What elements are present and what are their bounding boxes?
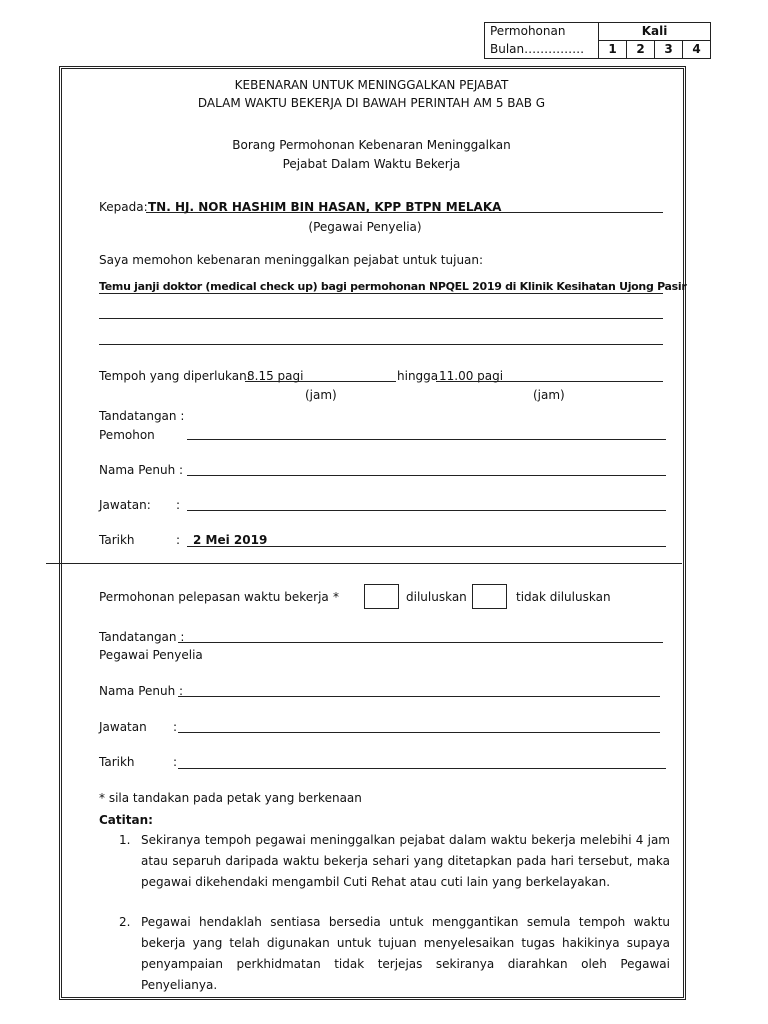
penyelia-tandatangan-sub: Pegawai Penyelia <box>99 648 203 662</box>
tempoh-to-value[interactable]: 11.00 pagi <box>439 369 504 383</box>
application-count-table <box>484 22 711 59</box>
form-title-line1: KEBENARAN UNTUK MENINGGALKAN PEJABAT <box>234 78 509 92</box>
kelulusan-asterisk: * <box>333 590 339 604</box>
bulan-label: Bulan…………… <box>485 41 599 59</box>
section-divider <box>46 563 682 564</box>
pemohon-signature-line[interactable] <box>187 439 666 440</box>
tujuan-label: Saya memohon kebenaran meninggalkan pejabat untuk tujuan: <box>99 253 484 267</box>
pemohon-tarikh-label: Tarikh <box>99 533 135 547</box>
penyelia-tarikh-line[interactable] <box>178 768 666 769</box>
penyelia-signature-line[interactable] <box>178 642 663 643</box>
diluluskan-label: diluluskan <box>406 590 467 604</box>
pemohon-tarikh-value[interactable]: 2 Mei 2019 <box>193 533 268 547</box>
pemohon-nama-label: Nama Penuh : <box>99 463 184 477</box>
kali-number[interactable]: 1 <box>599 41 627 59</box>
penyelia-jawatan-line[interactable] <box>178 732 660 733</box>
kali-number[interactable]: 4 <box>683 41 711 59</box>
tempoh-label: Tempoh yang diperlukan: <box>99 369 251 383</box>
kepada-value[interactable]: TN. HJ. NOR HASHIM BIN HASAN, KPP BTPN MELAKA <box>148 200 502 214</box>
tujuan-value[interactable]: Temu janji doktor (medical check up) bagi permohonan NPQEL 2019 di Klinik Kesihatan Ujong Pasir <box>99 280 687 293</box>
catitan-label: Catitan: <box>99 813 153 827</box>
kali-number[interactable]: 3 <box>655 41 683 59</box>
tidak-diluluskan-checkbox[interactable] <box>472 584 507 609</box>
penyelia-jawatan-colon: : <box>173 720 178 734</box>
tempoh-from-underline <box>245 381 396 382</box>
note-text: Sekiranya tempoh pegawai meninggalkan pejabat dalam waktu bekerja melebihi 4 jam atau separuh daripada waktu bekerja sehari yang ditetapkan pada hari tersebut, maka pegawai dikehendaki mengambil Cuti Rehat atau cuti lain yang berkelayakan. <box>141 833 670 889</box>
pemohon-jawatan-colon: : <box>176 498 181 512</box>
kali-number[interactable]: 2 <box>627 41 655 59</box>
form-subtitle-line2: Pejabat Dalam Waktu Bekerja <box>282 157 461 171</box>
pemohon-tandatangan-sub: Pemohon <box>99 428 155 442</box>
tempoh-to-underline <box>436 381 663 382</box>
pemohon-jawatan-line[interactable] <box>187 510 666 511</box>
pemohon-tarikh-colon: : <box>176 533 181 547</box>
permohonan-label: Permohonan <box>485 23 599 41</box>
tempoh-from-value[interactable]: 8.15 pagi <box>247 369 304 383</box>
tempoh-to-unit: (jam) <box>533 388 565 402</box>
penyelia-jawatan-label: Jawatan <box>99 720 147 734</box>
kelulusan-label: Permohonan pelepasan waktu bekerja <box>99 590 329 604</box>
tempoh-from-unit: (jam) <box>305 388 337 402</box>
kepada-label: Kepada: <box>99 200 148 214</box>
note-text: Pegawai hendaklah sentiasa bersedia untuk menggantikan semula tempoh waktu bekerja yang telah digunakan untuk tujuan menyelesaikan tugas hakikinya supaya penyampaian perkhidmatan tidak terjejas sekiranya diarahkan oleh Pegawai Penyelianya. <box>141 915 670 992</box>
pemohon-tarikh-line <box>187 546 666 547</box>
tempoh-to-label: hingga <box>397 369 439 383</box>
penyelia-nama-line[interactable] <box>178 696 660 697</box>
pemohon-nama-line[interactable] <box>187 475 666 476</box>
diluluskan-checkbox[interactable] <box>364 584 399 609</box>
form-title-line2: DALAM WAKTU BEKERJA DI BAWAH PERINTAH AM 5 BAB G <box>197 96 546 110</box>
kepada-underline <box>146 212 663 213</box>
penyelia-nama-label: Nama Penuh : <box>99 684 184 698</box>
pegawai-penyelia-caption: (Pegawai Penyelia) <box>308 220 422 234</box>
footnote: * sila tandakan pada petak yang berkenaan <box>99 791 362 805</box>
pemohon-tandatangan-label: Tandatangan : <box>99 409 185 423</box>
tujuan-line-2 <box>99 318 663 319</box>
note-number: 2. <box>119 915 131 929</box>
tujuan-line-1 <box>99 293 663 294</box>
penyelia-tandatangan-label: Tandatangan : <box>99 630 185 644</box>
kali-label: Kali <box>599 23 711 41</box>
pemohon-jawatan-label: Jawatan: <box>99 498 151 512</box>
tujuan-line-3 <box>99 344 663 345</box>
tidak-diluluskan-label: tidak diluluskan <box>516 590 611 604</box>
penyelia-tarikh-colon: : <box>173 755 178 769</box>
note-number: 1. <box>119 833 131 847</box>
form-subtitle-line1: Borang Permohonan Kebenaran Meninggalkan <box>232 138 511 152</box>
penyelia-tarikh-label: Tarikh <box>99 755 135 769</box>
